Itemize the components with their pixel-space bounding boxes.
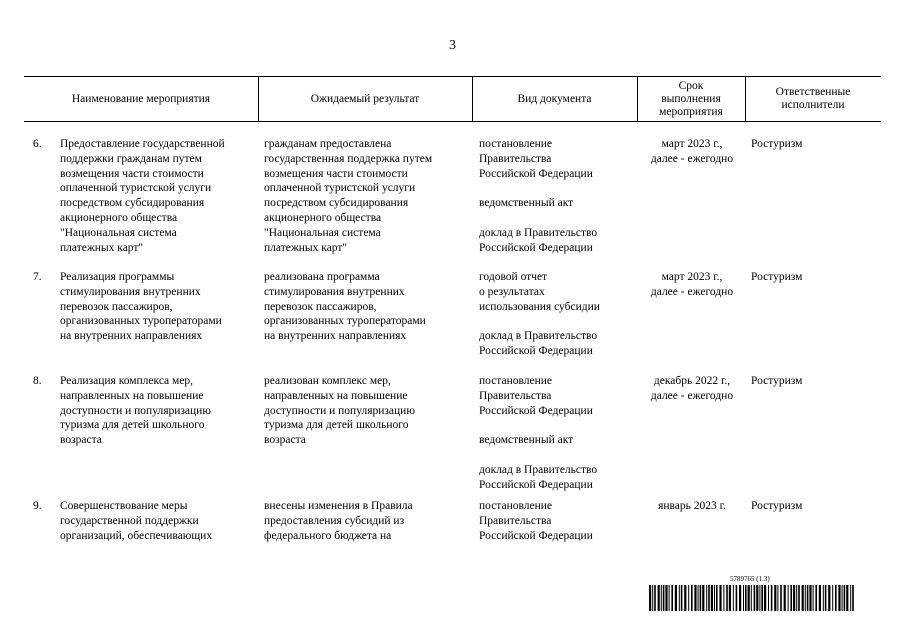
barcode-bar	[802, 585, 804, 611]
row-doc: годовой отчет о результатах использования субсидии доклад в Правительство Российской Федерации	[479, 271, 600, 357]
barcode-bar	[768, 585, 769, 611]
barcode-bar	[764, 585, 766, 611]
barcode-bar	[832, 585, 833, 611]
barcode-bar	[654, 585, 656, 611]
barcode-bar	[813, 585, 814, 611]
table-header-rule	[24, 121, 881, 122]
barcode-bar	[759, 585, 760, 611]
row-resp: Ростуризм	[751, 138, 803, 150]
barcode-bar	[798, 585, 800, 611]
row-number: 7.	[33, 271, 42, 283]
header-resp: Ответственные исполнители	[775, 86, 851, 111]
barcode-bar	[694, 585, 696, 611]
barcode-bar	[842, 585, 843, 611]
barcode-bar	[743, 585, 744, 611]
barcode-bar	[835, 585, 837, 611]
barcode-bar	[679, 585, 680, 611]
barcode-bar	[777, 585, 778, 611]
barcode-bar	[700, 585, 702, 611]
row-term: март 2023 г., далее - ежегодно	[650, 271, 734, 298]
barcode-icon	[649, 585, 856, 611]
barcode-bar	[788, 585, 789, 611]
barcode-bar	[733, 585, 734, 611]
header-name: Наименование мероприятия	[71, 92, 211, 105]
barcode-bar	[716, 585, 718, 611]
barcode-bar	[850, 585, 851, 611]
barcode-bar	[726, 585, 728, 611]
barcode-bar	[809, 585, 811, 611]
row-resp: Ростуризм	[751, 271, 803, 283]
barcode-bar	[844, 585, 846, 611]
barcode-bar	[669, 585, 670, 611]
barcode-bar	[649, 585, 651, 611]
barcode-bar	[714, 585, 715, 611]
row-number: 6.	[33, 138, 42, 150]
barcode-bar	[671, 585, 673, 611]
barcode-bar	[723, 585, 724, 611]
barcode-bar	[796, 585, 797, 611]
barcode-bar	[761, 585, 763, 611]
barcode-bar	[815, 585, 817, 611]
barcode-bar	[665, 585, 667, 611]
barcode-bar	[784, 585, 786, 611]
barcode-bar	[774, 585, 776, 611]
barcode-caption: 5789765 (1.3)	[730, 575, 770, 583]
row-result: реализован комплекс мер, направленных на повышение доступности и популяризацию туризма для детей школьного возраста	[264, 375, 415, 447]
row-term: январь 2023 г.	[658, 500, 726, 512]
barcode-bar	[805, 585, 806, 611]
barcode-bar	[823, 585, 824, 611]
row-doc: постановление Правительства Российской Федерации ведомственный акт доклад в Правительство Российской Федерации	[479, 375, 598, 491]
row-name: Реализация программы стимулирования внутренних перевозок пассажиров, организованных туроператорами на внутренних направлениях	[60, 271, 222, 343]
barcode-bar	[852, 585, 854, 611]
barcode-bar	[711, 585, 713, 611]
barcode-bar	[729, 585, 731, 611]
barcode-bar	[698, 585, 699, 611]
barcode-bar	[745, 585, 747, 611]
barcode-bar	[688, 585, 689, 611]
barcode-bar	[780, 585, 782, 611]
barcode-bar	[675, 585, 677, 611]
row-resp: Ростуризм	[751, 375, 803, 387]
header-result: Ожидаемый результат	[310, 92, 420, 105]
header-doc: Вид документа	[517, 92, 592, 105]
barcode-bar	[706, 585, 707, 611]
row-result: гражданам предоставлена государственная поддержка путем возмещения части стоимости оплаченной туристской услуги посредством субсидирования акционерного общества "Национальная система платежных карт"	[264, 138, 433, 254]
barcode-bar	[708, 585, 710, 611]
row-term: март 2023 г., далее - ежегодно	[650, 138, 734, 165]
barcode-bar	[819, 585, 821, 611]
barcode-bar	[652, 585, 653, 611]
page-number: 3	[449, 38, 456, 53]
barcode-bar	[719, 585, 721, 611]
barcode-bar	[736, 585, 738, 611]
row-name: Совершенствование меры государственной поддержки организаций, обеспечивающих	[60, 500, 213, 542]
barcode-bar	[790, 585, 792, 611]
barcode-bar	[684, 585, 686, 611]
row-number: 9.	[33, 500, 42, 512]
barcode-bar	[756, 585, 758, 611]
row-name: Реализация комплекса мер, направленных на повышение доступности и популяризацию туризма для детей школьного возраста	[60, 375, 211, 447]
barcode-bar	[828, 585, 830, 611]
row-doc: постановление Правительства Российской Федерации ведомственный акт доклад в Правительство Российской Федерации	[479, 138, 598, 254]
row-doc: постановление Правительства Российской Федерации	[479, 500, 593, 542]
barcode-bar	[754, 585, 756, 611]
barcode-bar	[807, 585, 809, 611]
barcode-bar	[846, 585, 848, 611]
barcode-bar	[771, 585, 773, 611]
barcode-bar	[681, 585, 683, 611]
barcode-bar	[838, 585, 840, 611]
barcode-bar	[661, 585, 662, 611]
barcode-bar	[793, 585, 795, 611]
row-resp: Ростуризм	[751, 500, 803, 512]
barcode-bar	[691, 585, 693, 611]
barcode-bar	[739, 585, 741, 611]
row-name: Предоставление государственной поддержки гражданам путем возмещения части стоимости оплаченной туристской услуги посредством субсидирования акционерного общества "Национальная система платежных карт"	[60, 138, 225, 254]
barcode-bar	[751, 585, 752, 611]
barcode-bar	[663, 585, 665, 611]
row-result: внесены изменения в Правила предоставления субсидий из федерального бюджета на	[264, 500, 413, 542]
row-term: декабрь 2022 г., далее - ежегодно	[650, 375, 734, 402]
header-term: Срок выполнения мероприятия	[659, 79, 723, 118]
barcode-bar	[658, 585, 660, 611]
barcode-bar	[825, 585, 827, 611]
row-number: 8.	[33, 375, 42, 387]
barcode-bar	[748, 585, 750, 611]
row-result: реализована программа стимулирования внутренних перевозок пассажиров, организованных туроператорами на внутренних направлениях	[264, 271, 426, 343]
barcode-bar	[702, 585, 704, 611]
